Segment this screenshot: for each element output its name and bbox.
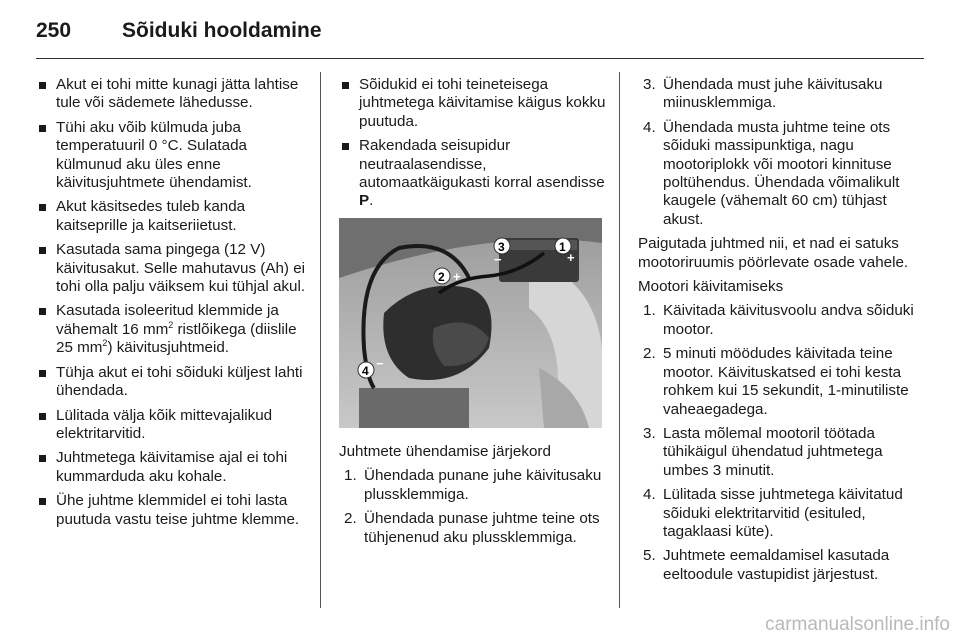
step-item [339,510,609,547]
step-item [638,302,928,339]
step-number: 4. [643,118,656,136]
bullet-item: Tühja akut ei tohi sõiduki küljest lahti ühendada. [36,364,308,401]
connection-steps-continued [638,76,928,229]
bullet-item: Juhtmetega käivitamise ajal ei tohi kummarduda aku kohale. [36,449,308,486]
bullet-item: Kasutada sama pingega (12 V) käivitusakut. Selle mahutavus (Ah) ei tohi olla palju väiksem kui tühjal akul. [36,241,308,296]
step-item [638,345,928,419]
connection-order-section [339,443,609,553]
bullet-item [339,137,609,211]
step-number: 5. [643,547,656,565]
connection-steps [339,467,609,547]
bullet-item: Lülitada välja kõik mittevajalikud elektritarvitid. [36,407,308,444]
page-number: 250 [36,19,72,42]
step-number: 1. [344,467,357,485]
step-text: Lülitada sisse juhtmetega käivitatud sõiduki elektritarvitid (esituled, tagaklaasi küte). [663,486,903,540]
bullet-item: Akut ei tohi mitte kunagi jätta lahtise tule või sädemete lähedusse. [36,76,308,113]
bullet-text: ) käivitusjuhtmeid. [107,339,229,357]
step-text: Käivitada käivitusvoolu andva sõiduki mootor. [663,302,914,338]
superscript: 2 [102,338,108,349]
bullet-text: Kasutada isoleeritud klemmide ja vähemalt 16 mm [56,302,279,338]
step-item [638,486,928,541]
jump-start-photo [339,218,602,428]
step-text: Lasta mõlemal mootoril töötada tühikäigul ühendatud juhtmetega umbes 3 minutit. [663,424,883,479]
step-number: 2. [344,510,357,528]
preparation-bullet-list [339,76,609,211]
bullet-item [36,302,308,357]
column-2 [339,76,609,217]
step-number: 2. [643,345,656,363]
step-item [339,467,609,504]
step-number: 3. [643,424,656,442]
gear-position-p: P [359,192,370,210]
bullet-text: . [369,192,374,210]
step-text: Ühendada musta juhtme teine ots sõiduki massipunktiga, nagu mootoriplokk või mootori kinnituse poltühendus. Ühendada võimalikult kaugele (vähemalt 60 cm) tühjast akust. [663,118,900,228]
step-item [638,76,928,113]
step-text: 5 minuti möödudes käivitada teine mootor. Käivituskatsed ei tohi kesta rohkem kui 15 sekundit, 1-minutiliste vaheaegadega. [663,345,909,418]
step-item [638,425,928,480]
bullet-text: Rakendada seisupidur neutraalasendisse, automaatkäigukasti korral asendisse [359,137,605,192]
column-divider-1 [320,72,321,608]
bullet-text: ristlõikega (diislile 25 mm [56,320,297,357]
page-title: Sõiduki hooldamine [122,19,322,42]
step-number: 4. [643,486,656,504]
step-item [638,547,928,584]
callout-label-2: 2 [438,270,445,284]
step-item [638,119,928,229]
superscript: 2 [168,319,174,330]
step-number: 3. [643,76,656,93]
step-text: Juhtmete eemaldamisel kasutada eeltoodule vastupidist järjestust. [663,547,890,583]
minus-sign: − [376,356,384,371]
step-text: Ühendada punane juhe käivitusaku plussklemmiga. [364,467,602,503]
column-3 [638,76,928,590]
minus-sign: − [494,252,502,267]
step-number: 1. [643,302,656,320]
page-header [36,14,322,48]
engine-bay-illustration [339,218,602,428]
bullet-item: Tühi aku võib külmuda juba temperatuuril 0 °C. Sulatada külmunud aku üles enne käivitusjuhtmete ühendamist. [36,119,308,193]
callout-label-4: 4 [362,364,369,378]
engine-start-heading: Mootori käivitamiseks [638,278,784,296]
bullet-item: Sõidukid ei tohi teineteisega juhtmetega käivitamise käigus kokku puutuda. [339,76,609,131]
callout-label-3: 3 [498,240,505,254]
bullet-item: Ühe juhtme klemmidel ei tohi lasta puutuda vastu teise juhtme klemme. [36,492,308,529]
plus-sign: + [567,250,575,265]
safety-bullet-list [36,76,308,529]
header-rule [36,58,924,59]
photo-caption: Juhtmete ühendamise järjekord [339,443,551,460]
column-1 [36,76,308,535]
callout-label-1: 1 [559,240,566,254]
radiator-area [359,388,469,428]
plus-sign: + [453,269,461,284]
step-text: Ühendada must juhe käivitusaku miinusklemmiga. [663,76,883,112]
cable-routing-note: Paigutada juhtmed nii, et nad ei satuks mootoriruumis pöörlevate osade vahele. [638,235,909,271]
bullet-item: Akut käsitsedes tuleb kanda kaitseprille ja kaitseriietust. [36,198,308,235]
engine-start-steps [638,302,928,584]
step-text: Ühendada punase juhtme teine ots tühjenenud aku plussklemmiga. [364,510,600,546]
column-divider-2 [619,72,620,608]
watermark: carmanualsonline.info [765,614,950,635]
